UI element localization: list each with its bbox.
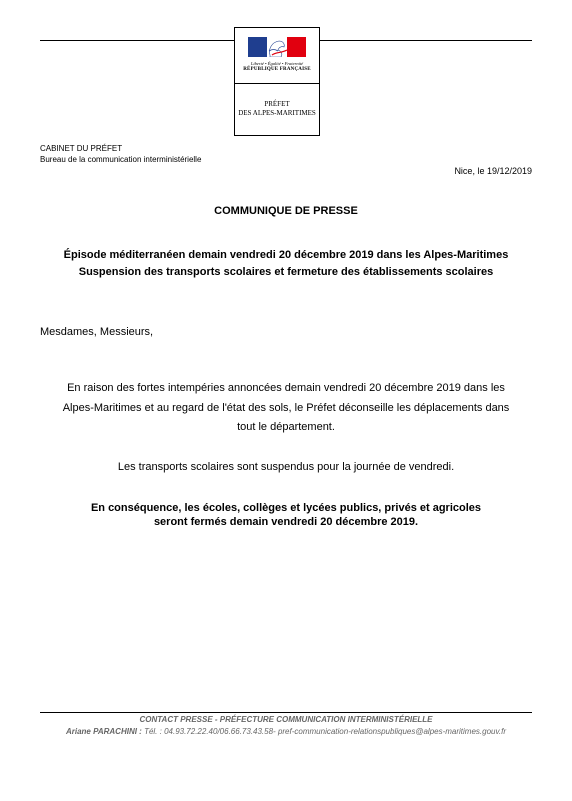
paragraph-2: Les transports scolaires sont suspendus pour la journée de vendredi. bbox=[117, 461, 455, 473]
paragraph-1-line-1: En raison des fortes intempéries annoncées demain vendredi 20 décembre 2019 dans les bbox=[67, 382, 505, 394]
headline-line-2: Suspension des transports scolaires et fermeture des établissements scolaires bbox=[78, 266, 494, 278]
marianne-flag-icon bbox=[248, 37, 306, 57]
contact-details: Tél. : 04.93.72.22.40/06.66.73.43.58- pref-communication-relationspubliques@alpes-maritimes.gouv.fr bbox=[144, 727, 507, 736]
greeting: Mesdames, Messieurs, bbox=[40, 326, 154, 338]
prefecture-logo bbox=[234, 27, 320, 136]
logo-prefet-title: PRÉFET bbox=[264, 100, 290, 108]
paragraph-3-line-1: En conséquence, les écoles, collèges et lycées publics, privés et agricoles bbox=[90, 502, 482, 514]
document-date: Nice, le 19/12/2019 bbox=[454, 166, 532, 176]
contact-name: Ariane PARACHINI : bbox=[65, 727, 142, 736]
logo-republic: RÉPUBLIQUE FRANÇAISE bbox=[243, 67, 311, 72]
contact-title: CONTACT PRESSE - PRÉFECTURE COMMUNICATION INTERMINISTÉRIELLE bbox=[139, 715, 433, 724]
bureau-label: Bureau de la communication interministérielle bbox=[40, 155, 202, 164]
paragraph-3-line-2: seront fermés demain vendredi 20 décembre 2019. bbox=[153, 516, 419, 528]
press-release-title: COMMUNIQUE DE PRESSE bbox=[214, 205, 358, 217]
headline-line-1: Épisode méditerranéen demain vendredi 20 décembre 2019 dans les Alpes-Maritimes bbox=[63, 249, 509, 261]
logo-divider bbox=[235, 83, 319, 84]
paragraph-1-line-3: tout le département. bbox=[237, 421, 335, 433]
contact-line bbox=[0, 727, 572, 736]
logo-motto: Liberté • Égalité • Fraternité bbox=[250, 61, 304, 66]
logo-prefet-department: DES ALPES-MARITIMES bbox=[238, 109, 316, 117]
cabinet-label: CABINET DU PRÉFET bbox=[40, 144, 123, 153]
paragraph-1-line-2: Alpes-Maritimes et au regard de l'état des sols, le Préfet déconseille les déplacements dans bbox=[62, 402, 510, 414]
footer-divider bbox=[40, 712, 532, 713]
